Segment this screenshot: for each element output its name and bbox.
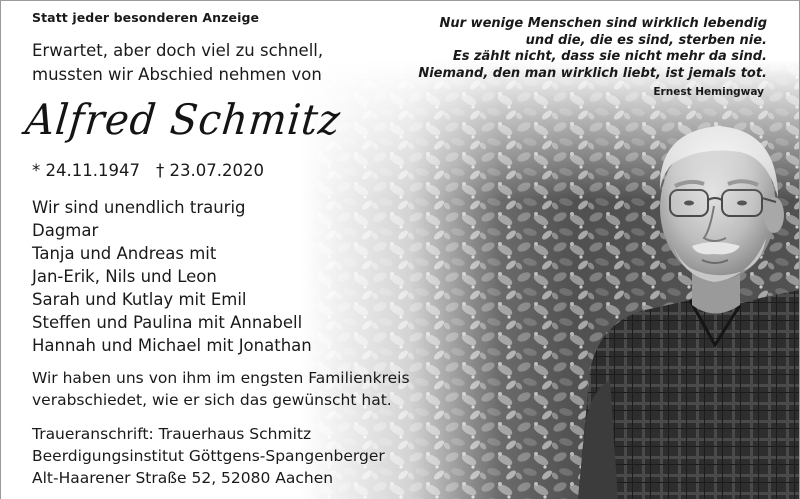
intro-line: Erwartet, aber doch viel zu schnell, xyxy=(32,41,324,60)
life-dates xyxy=(32,161,264,180)
notice-header: Statt jeder besonderen Anzeige xyxy=(32,10,260,25)
quote-line: und die, die es sind, sterben nie. xyxy=(525,32,767,48)
mourner-line: Sarah und Kutlay mit Emil xyxy=(32,290,247,309)
death-date: † 23.07.2020 xyxy=(155,161,264,180)
mourner-line: Wir sind unendlich traurig xyxy=(32,198,246,217)
mourner-line: Tanja und Andreas mit xyxy=(32,244,217,263)
birth-date: * 24.11.1947 xyxy=(32,161,140,180)
address-line: Alt-Haarener Straße 52, 52080 Aachen xyxy=(32,469,334,487)
quote-line: Es zählt nicht, dass sie nicht mehr da sind. xyxy=(452,49,767,64)
mourner-line: Dagmar xyxy=(32,221,99,240)
intro-line: mussten wir Abschied nehmen von xyxy=(32,65,322,84)
memorial-quote xyxy=(407,16,767,82)
quote-author: Ernest Hemingway xyxy=(653,86,764,98)
mourners-list xyxy=(32,196,362,357)
intro-text xyxy=(32,39,332,87)
farewell-line: verabschiedet, wie er sich das gewünscht hat. xyxy=(32,391,392,409)
mourner-line: Hannah und Michael mit Jonathan xyxy=(32,336,312,355)
address-line: Traueranschrift: Trauerhaus Schmitz xyxy=(32,425,312,443)
quote-line: Niemand, den man wirklich liebt, ist jemals tot. xyxy=(418,65,767,81)
quote-line: Nur wenige Menschen sind wirklich lebendig xyxy=(439,16,767,31)
deceased-name: Alfred Schmitz xyxy=(23,96,344,145)
address-line: Beerdigungsinstitut Göttgens-Spangenberger xyxy=(32,447,385,465)
farewell-line: Wir haben uns von ihm im engsten Familienkreis xyxy=(32,369,410,387)
mourner-line: Jan-Erik, Nils und Leon xyxy=(32,267,217,286)
mourner-line: Steffen und Paulina mit Annabell xyxy=(32,313,303,332)
mourning-address xyxy=(32,423,392,489)
farewell-text xyxy=(32,367,410,411)
